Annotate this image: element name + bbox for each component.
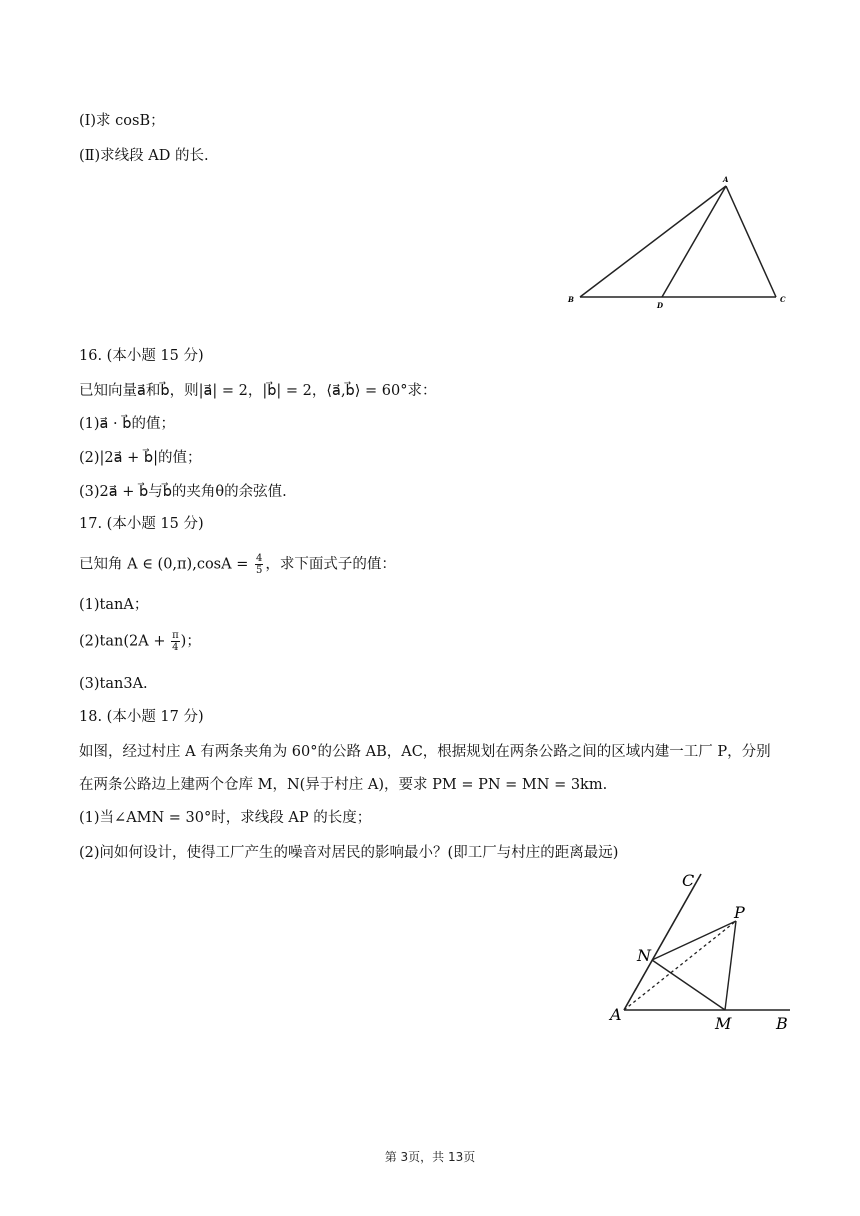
label-c: C [780, 295, 786, 304]
fraction-denominator: 5 [255, 565, 263, 576]
q16-stem: 已知向量a⃗和b⃗，则|a⃗| = 2，|b⃗| = 2，⟨a⃗,b⃗⟩ = 60°求： [79, 383, 437, 399]
page-footer: 第 3页，共 13页 [384, 1150, 476, 1164]
q15-part1: (Ⅰ)求 cosB； [79, 113, 165, 129]
q16-header: 16. (本小题 15 分) [79, 348, 204, 364]
q17-part2-tail: )； [180, 633, 201, 650]
q17-stem-text: 已知角 A ∈ (0,π),cosA = [79, 556, 253, 573]
fraction-4-5 [255, 553, 263, 576]
q18-line1: 如图，经过村庄 A 有两条夹角为 60°的公路 AB，AC，根据规划在两条公路之间的区域内建一工厂 P，分别 [79, 744, 771, 760]
q17-part1: (1)tanA； [79, 597, 149, 613]
label-b: B [568, 295, 574, 304]
triangle-abc-figure [560, 172, 790, 312]
q15-part2: (Ⅱ)求线段 AD 的长. [79, 148, 209, 164]
q16-part3: (3)2a⃗ + b⃗与b⃗的夹角θ的余弦值. [79, 484, 287, 500]
fraction-numerator: 4 [255, 553, 263, 564]
label-a: A [723, 175, 729, 184]
fraction-pi-4 [171, 630, 180, 653]
q18-part2: (2)问如何设计，使得工厂产生的噪音对居民的影响最小？(即工厂与村庄的距离最远) [79, 845, 619, 861]
q17-part2 [79, 630, 201, 653]
q17-stem [79, 553, 396, 576]
q16-part1: (1)a⃗ · b⃗的值； [79, 416, 175, 432]
q18-header: 18. (本小题 17 分) [79, 709, 204, 725]
q17-stem-tail: ，求下面式子的值： [265, 556, 396, 573]
q17-part3: (3)tan3A. [79, 676, 148, 692]
roads-factory-figure [600, 862, 805, 1037]
label-a: A [610, 1005, 622, 1024]
q18-part1: (1)当∠AMN = 30°时，求线段 AP 的长度； [79, 810, 372, 826]
label-b: B [776, 1014, 788, 1033]
label-c: C [682, 871, 695, 890]
q17-header: 17. (本小题 15 分) [79, 516, 204, 532]
label-p: P [734, 903, 745, 922]
label-n: N [637, 946, 651, 965]
fraction-numerator: π [172, 630, 179, 641]
q16-part2: (2)|2a⃗ + b⃗|的值； [79, 450, 202, 466]
fraction-denominator: 4 [172, 642, 179, 653]
label-d: D [657, 301, 664, 310]
q17-part2-text: (2)tan(2A + [79, 633, 171, 650]
q18-line2: 在两条公路边上建两个仓库 M，N(异于村庄 A)，要求 PM = PN = MN = 3km. [79, 777, 608, 793]
label-m: M [715, 1014, 732, 1033]
